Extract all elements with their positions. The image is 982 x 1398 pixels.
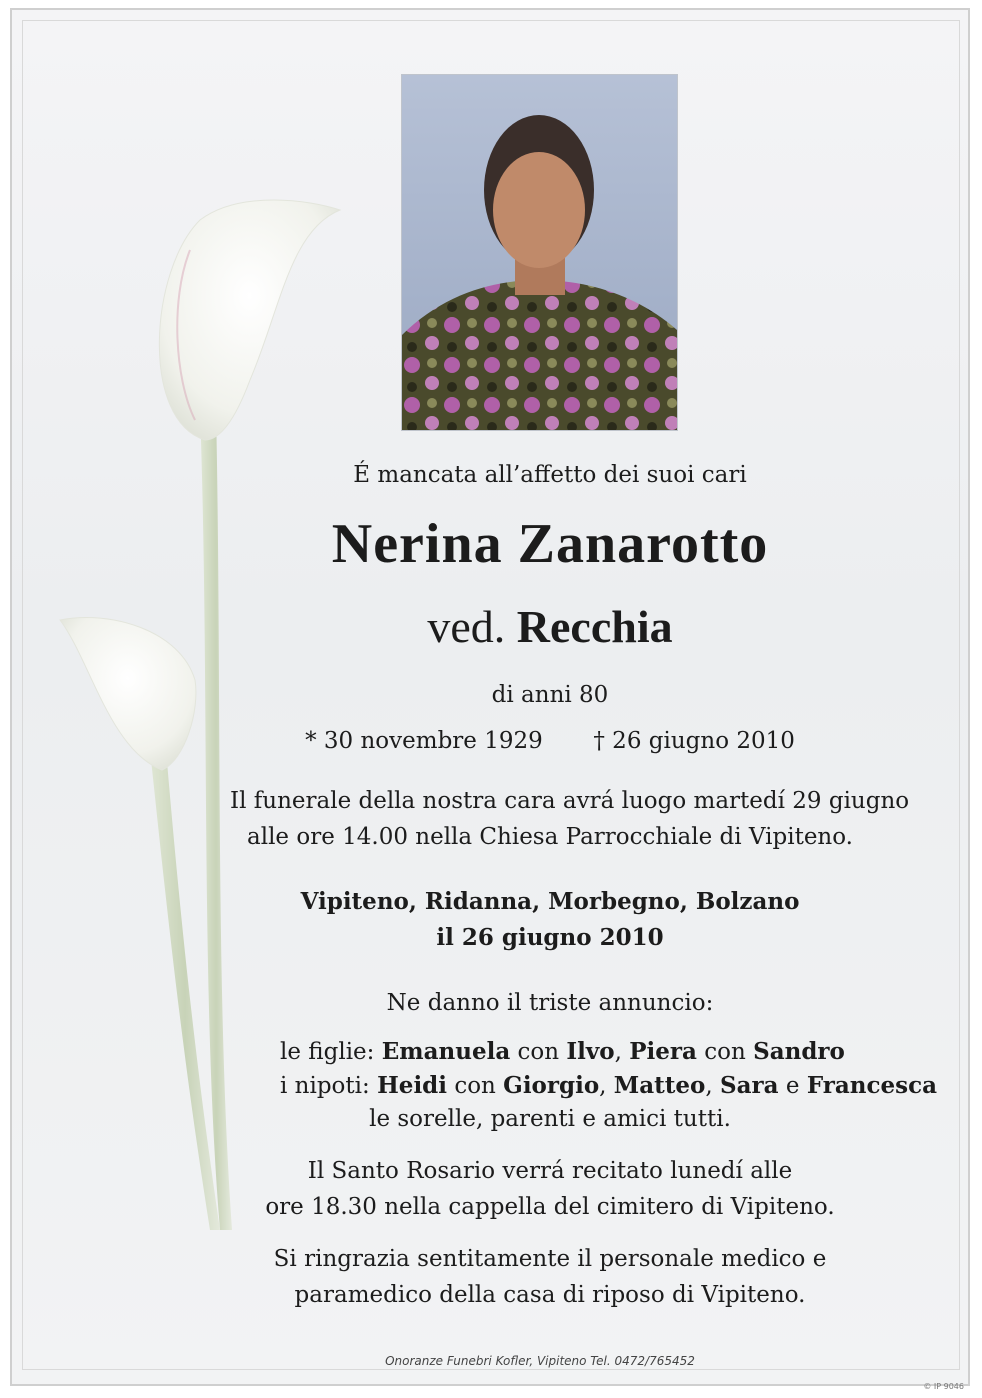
birth-date: * 30 novembre 1929 — [305, 728, 543, 754]
partner-name: Giorgio — [503, 1072, 600, 1099]
grandchild-name: Sara — [720, 1072, 779, 1099]
rosary-line-1: Il Santo Rosario verrá recitato lunedí alle — [307, 1158, 793, 1184]
daughter-name: Emanuela — [381, 1038, 511, 1065]
thanks-line-2: paramedico della casa di riposo di Vipiteno. — [294, 1282, 806, 1308]
rosary-line-2: ore 18.30 nella cappella del cimitero di Vipiteno. — [265, 1194, 835, 1220]
daughters-label: le figlie: — [280, 1039, 375, 1065]
with-word: con — [704, 1039, 746, 1065]
age-line: di anni 80 — [491, 682, 609, 708]
deceased-name: Nerina Zanarotto — [331, 513, 769, 575]
grandchildren-line: i nipoti: Heidi con Giorgio, Matteo, Sara e Francesca — [280, 1072, 937, 1099]
date-line: il 26 giugno 2010 — [436, 924, 664, 951]
funeral-home-footer: Onoranze Funebri Kofler, Vipiteno Tel. 0472/765452 — [385, 1354, 695, 1368]
grandchild-name: Francesca — [806, 1072, 937, 1099]
funeral-line-2: alle ore 14.00 nella Chiesa Parrocchiale di Vipiteno. — [247, 824, 853, 850]
grandchild-name: Heidi — [377, 1072, 447, 1099]
relatives-line: le sorelle, parenti e amici tutti. — [369, 1106, 731, 1132]
and-word: e — [785, 1073, 800, 1099]
partner-name: Ilvo — [566, 1038, 615, 1065]
widow-line — [230, 600, 870, 653]
portrait-photo — [402, 75, 677, 430]
partner-name: Sandro — [753, 1038, 845, 1065]
widow-prefix: ved. — [427, 601, 506, 652]
with-word: con — [454, 1073, 496, 1099]
places-line: Vipiteno, Ridanna, Morbegno, Bolzano — [300, 888, 800, 915]
template-code: © IP 9046 — [923, 1382, 964, 1391]
obituary-text — [230, 462, 937, 1322]
funeral-line-1: Il funerale della nostra cara avrá luogo martedí 29 giugno — [230, 788, 910, 814]
intro-line: É mancata all’affetto dei suoi cari — [353, 462, 747, 488]
with-word: con — [517, 1039, 560, 1065]
dates-line — [230, 728, 870, 754]
grandchild-name: Matteo — [613, 1072, 706, 1099]
thanks-line-1: Si ringrazia sentitamente il personale medico e — [273, 1246, 827, 1272]
widow-name: Recchia — [516, 601, 673, 652]
daughters-line: le figlie: Emanuela con Ilvo, Piera con Sandro — [280, 1038, 845, 1065]
daughter-name: Piera — [629, 1038, 697, 1065]
announce-line: Ne danno il triste annuncio: — [386, 990, 714, 1016]
grandchildren-label: i nipoti: — [280, 1073, 370, 1099]
death-date: † 26 giugno 2010 — [593, 728, 795, 754]
